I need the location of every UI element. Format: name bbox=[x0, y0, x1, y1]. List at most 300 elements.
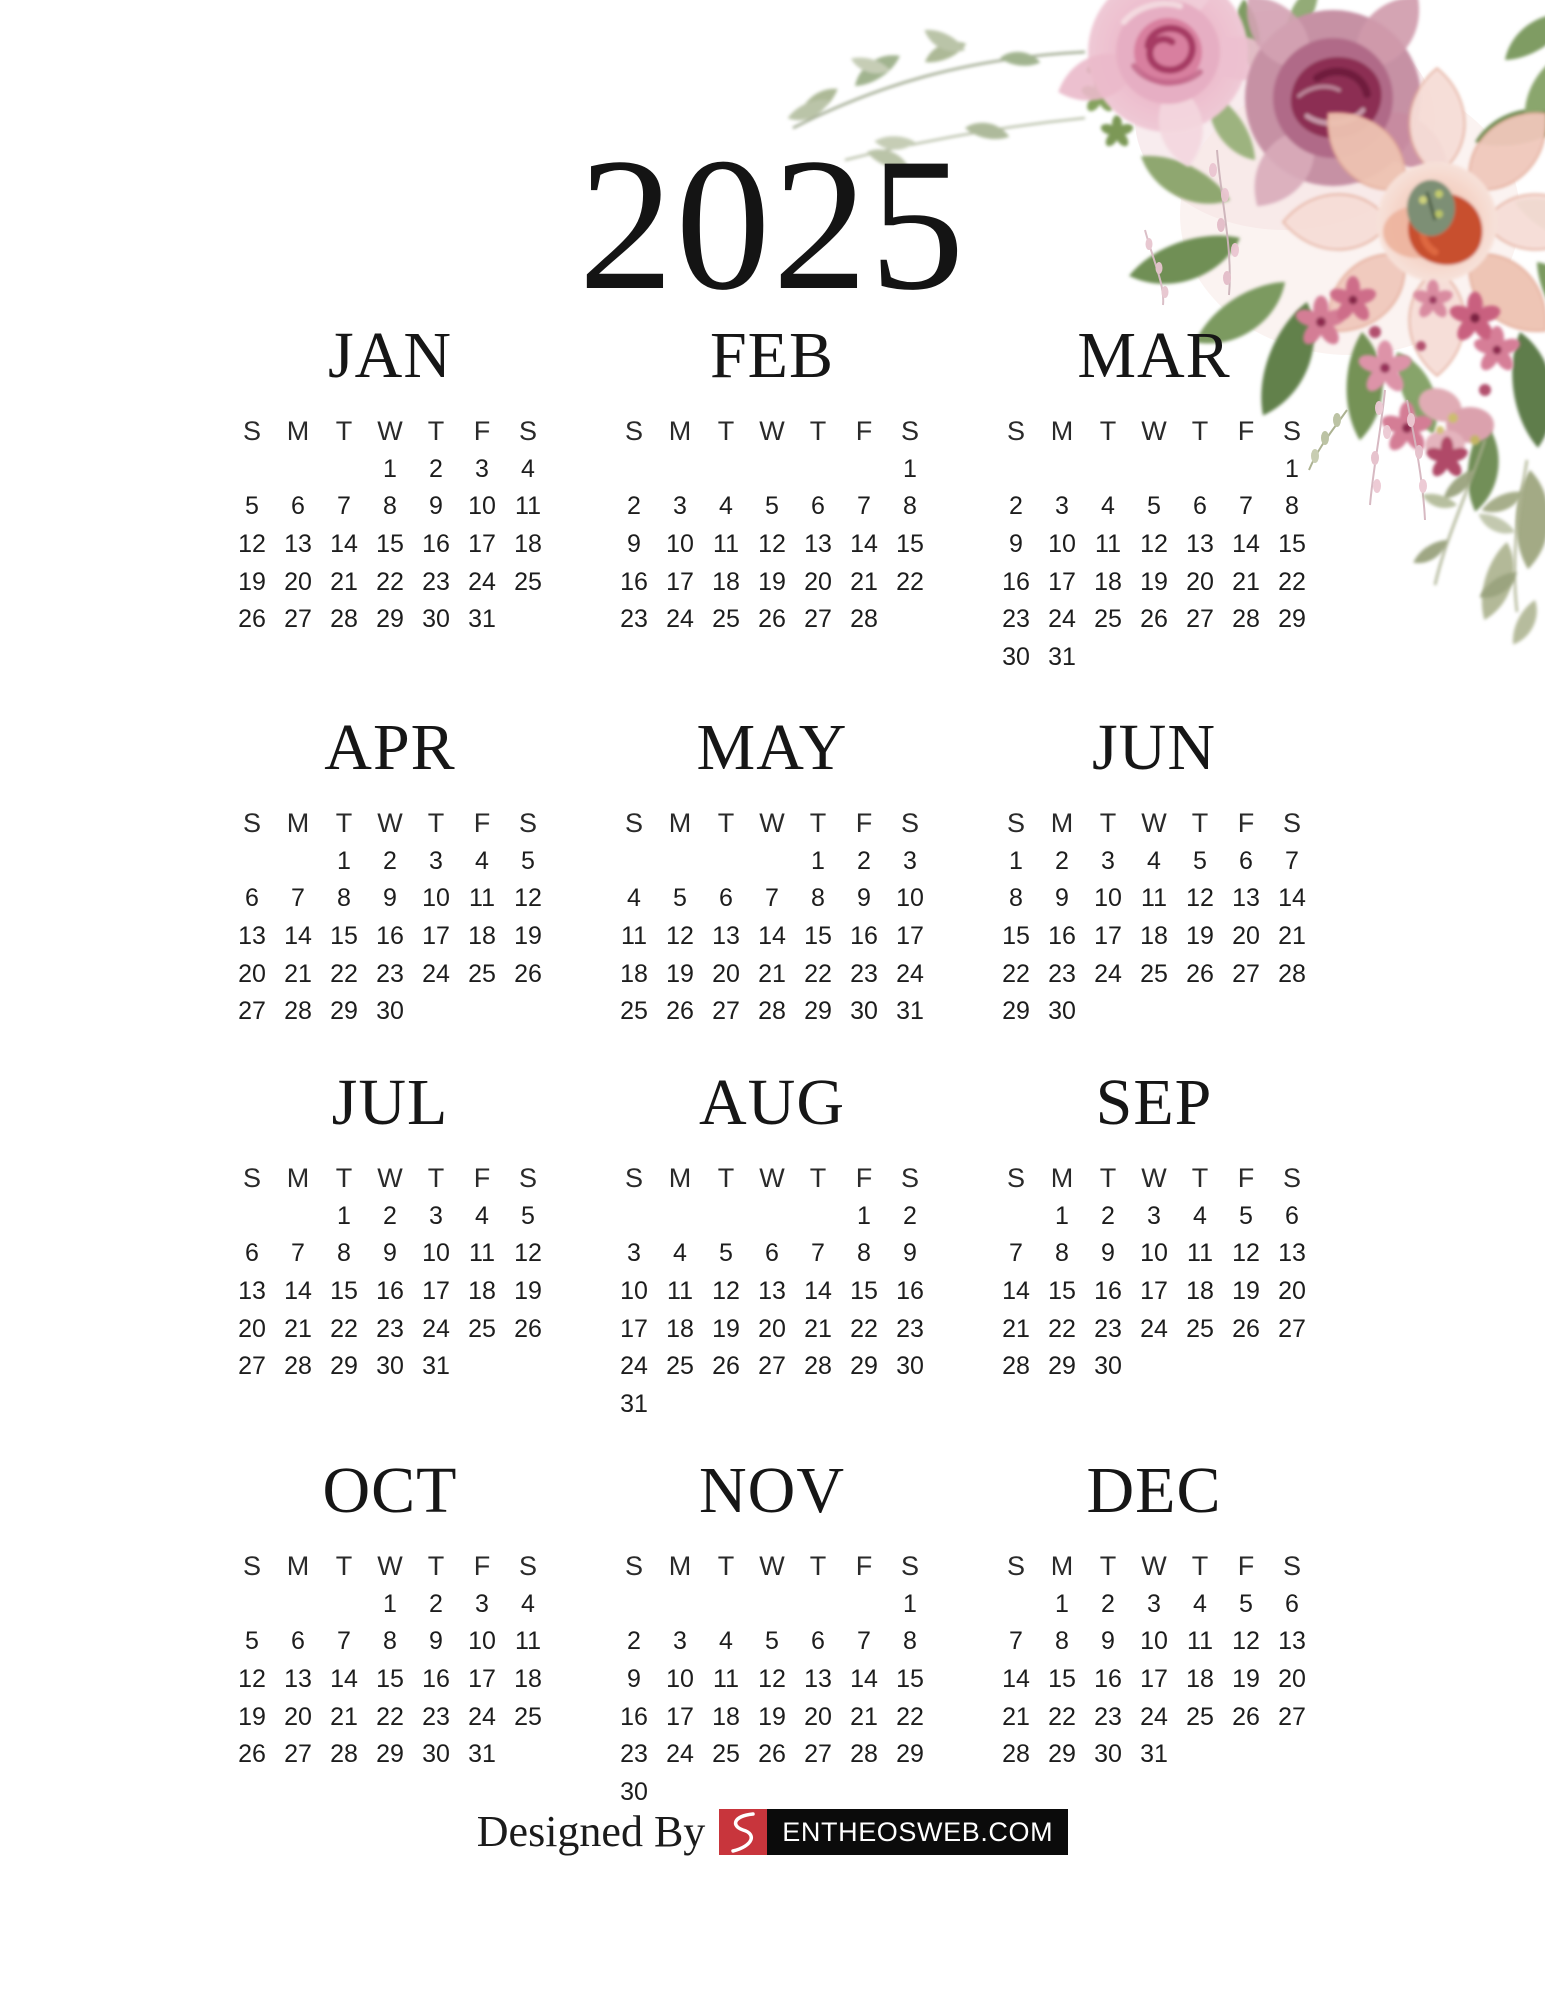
day-cell: 19 bbox=[712, 1314, 740, 1343]
weekday-header: M bbox=[286, 1163, 310, 1194]
weekday-header: S bbox=[624, 1551, 643, 1582]
month-dec bbox=[963, 1454, 1345, 1774]
day-cell: 22 bbox=[896, 567, 924, 596]
month-nov bbox=[581, 1454, 963, 1811]
weekday-header: T bbox=[427, 1163, 445, 1194]
day-cell bbox=[1223, 639, 1269, 677]
day-cell bbox=[505, 1736, 551, 1774]
day-cell bbox=[657, 1198, 703, 1236]
day-cell: 6 bbox=[291, 492, 305, 521]
day-cell: 17 bbox=[1094, 922, 1122, 951]
day-cell: 10 bbox=[1140, 1627, 1168, 1656]
day-cell: 20 bbox=[238, 959, 266, 988]
day-cell: 1 bbox=[1055, 1589, 1069, 1618]
day-cell: 22 bbox=[896, 1702, 924, 1731]
day-cell: 4 bbox=[1147, 846, 1161, 875]
day-cell: 7 bbox=[291, 884, 305, 913]
day-cell: 25 bbox=[468, 959, 496, 988]
day-cell: 13 bbox=[1186, 530, 1214, 559]
day-cell: 10 bbox=[422, 884, 450, 913]
day-cell: 7 bbox=[1239, 492, 1253, 521]
day-cell bbox=[795, 1586, 841, 1624]
day-cell: 8 bbox=[903, 492, 917, 521]
day-cell: 7 bbox=[811, 1239, 825, 1268]
day-cell: 20 bbox=[804, 567, 832, 596]
day-cell: 20 bbox=[1278, 1665, 1306, 1694]
weekday-header: M bbox=[286, 416, 310, 447]
day-cell: 23 bbox=[422, 1702, 450, 1731]
weekday-header: T bbox=[335, 1163, 353, 1194]
day-cell: 26 bbox=[514, 1314, 542, 1343]
month-oct bbox=[199, 1454, 581, 1774]
day-cell: 18 bbox=[1186, 1277, 1214, 1306]
day-cell: 16 bbox=[376, 1277, 404, 1306]
day-cell: 15 bbox=[330, 922, 358, 951]
day-cell: 14 bbox=[804, 1277, 832, 1306]
weekday-header: F bbox=[855, 1163, 873, 1194]
weekday-header: S bbox=[1282, 1163, 1301, 1194]
day-cell: 25 bbox=[1140, 959, 1168, 988]
day-cell bbox=[749, 451, 795, 489]
day-cell: 19 bbox=[1140, 567, 1168, 596]
day-cell: 26 bbox=[758, 1740, 786, 1769]
day-cell: 17 bbox=[1048, 567, 1076, 596]
day-cell: 20 bbox=[1232, 922, 1260, 951]
day-cell: 19 bbox=[1232, 1665, 1260, 1694]
day-cell: 16 bbox=[620, 1702, 648, 1731]
day-cell: 11 bbox=[1187, 1627, 1213, 1656]
month-title: AUG bbox=[699, 1066, 845, 1139]
day-cell: 4 bbox=[719, 1627, 733, 1656]
weekday-header: T bbox=[809, 1551, 827, 1582]
day-cell bbox=[229, 451, 275, 489]
day-cell: 20 bbox=[758, 1314, 786, 1343]
day-cell: 13 bbox=[284, 530, 312, 559]
day-cell: 16 bbox=[1048, 922, 1076, 951]
day-cell: 30 bbox=[896, 1352, 924, 1381]
day-cell: 8 bbox=[337, 1239, 351, 1268]
day-cell: 2 bbox=[857, 846, 871, 875]
day-cell: 14 bbox=[1278, 884, 1306, 913]
day-cell: 31 bbox=[468, 1740, 496, 1769]
day-cell: 8 bbox=[903, 1627, 917, 1656]
month-grid bbox=[229, 1160, 551, 1386]
day-cell: 30 bbox=[376, 997, 404, 1026]
day-cell: 4 bbox=[673, 1239, 687, 1268]
weekday-header: S bbox=[242, 1163, 261, 1194]
day-cell: 2 bbox=[1101, 1589, 1115, 1618]
weekday-header: F bbox=[473, 1551, 491, 1582]
day-cell: 15 bbox=[1048, 1277, 1076, 1306]
day-cell: 9 bbox=[627, 530, 641, 559]
day-cell: 22 bbox=[376, 1702, 404, 1731]
day-cell: 21 bbox=[1002, 1702, 1030, 1731]
month-title: JUN bbox=[1091, 711, 1216, 784]
day-cell: 10 bbox=[422, 1239, 450, 1268]
day-cell: 18 bbox=[1186, 1665, 1214, 1694]
month-title: MAR bbox=[1077, 319, 1231, 392]
day-cell bbox=[505, 601, 551, 639]
weekday-header: F bbox=[1237, 1551, 1255, 1582]
month-title: NOV bbox=[699, 1454, 845, 1527]
day-cell: 16 bbox=[422, 530, 450, 559]
day-cell bbox=[795, 1774, 841, 1812]
day-cell bbox=[703, 451, 749, 489]
day-cell: 23 bbox=[422, 567, 450, 596]
day-cell: 14 bbox=[1232, 530, 1260, 559]
weekday-header: T bbox=[335, 808, 353, 839]
day-cell bbox=[1269, 639, 1315, 677]
day-cell: 7 bbox=[1009, 1627, 1023, 1656]
month-grid bbox=[611, 805, 933, 1031]
day-cell: 6 bbox=[1239, 846, 1253, 875]
weekday-header: T bbox=[1099, 416, 1117, 447]
day-cell: 23 bbox=[376, 1314, 404, 1343]
weekday-header: S bbox=[242, 808, 261, 839]
day-cell: 14 bbox=[850, 530, 878, 559]
day-cell: 8 bbox=[1285, 492, 1299, 521]
weekday-header: T bbox=[427, 416, 445, 447]
month-grid bbox=[993, 1160, 1315, 1386]
weekday-header: W bbox=[377, 808, 403, 839]
weekday-header: S bbox=[518, 416, 537, 447]
day-cell: 4 bbox=[1193, 1589, 1207, 1618]
day-cell: 3 bbox=[673, 1627, 687, 1656]
day-cell: 9 bbox=[627, 1665, 641, 1694]
day-cell: 14 bbox=[284, 922, 312, 951]
weekday-header: S bbox=[242, 416, 261, 447]
weekday-header: W bbox=[377, 416, 403, 447]
month-grid bbox=[611, 413, 933, 639]
day-cell: 9 bbox=[857, 884, 871, 913]
day-cell: 3 bbox=[903, 846, 917, 875]
day-cell: 17 bbox=[666, 567, 694, 596]
day-cell: 27 bbox=[238, 1352, 266, 1381]
day-cell bbox=[1131, 1348, 1177, 1386]
day-cell bbox=[1223, 993, 1269, 1031]
weekday-header: F bbox=[1237, 1163, 1255, 1194]
day-cell: 30 bbox=[850, 997, 878, 1026]
day-cell: 4 bbox=[1101, 492, 1115, 521]
day-cell: 24 bbox=[666, 605, 694, 634]
month-feb bbox=[581, 319, 963, 639]
day-cell: 6 bbox=[1193, 492, 1207, 521]
day-cell bbox=[657, 1774, 703, 1812]
day-cell: 18 bbox=[1140, 922, 1168, 951]
day-cell: 18 bbox=[666, 1314, 694, 1343]
day-cell: 3 bbox=[429, 1201, 443, 1230]
day-cell bbox=[275, 843, 321, 881]
day-cell: 1 bbox=[857, 1201, 871, 1230]
logo-s-swoosh-icon bbox=[719, 1809, 767, 1855]
day-cell: 29 bbox=[850, 1352, 878, 1381]
day-cell: 9 bbox=[383, 1239, 397, 1268]
day-cell: 27 bbox=[1278, 1702, 1306, 1731]
month-grid bbox=[993, 805, 1315, 1031]
day-cell bbox=[993, 1586, 1039, 1624]
day-cell: 24 bbox=[1094, 959, 1122, 988]
day-cell: 10 bbox=[468, 1627, 496, 1656]
day-cell: 10 bbox=[666, 1665, 694, 1694]
day-cell: 4 bbox=[475, 846, 489, 875]
weekday-header: W bbox=[377, 1163, 403, 1194]
day-cell bbox=[841, 451, 887, 489]
weekday-header: S bbox=[1282, 1551, 1301, 1582]
day-cell: 27 bbox=[1232, 959, 1260, 988]
day-cell: 13 bbox=[1232, 884, 1260, 913]
day-cell: 3 bbox=[1147, 1201, 1161, 1230]
day-cell: 18 bbox=[514, 1665, 542, 1694]
weekday-header: W bbox=[377, 1551, 403, 1582]
day-cell bbox=[1177, 639, 1223, 677]
month-title: JUL bbox=[331, 1066, 449, 1139]
day-cell: 13 bbox=[758, 1277, 786, 1306]
day-cell: 28 bbox=[1002, 1740, 1030, 1769]
day-cell: 31 bbox=[422, 1352, 450, 1381]
day-cell: 19 bbox=[238, 1702, 266, 1731]
day-cell: 27 bbox=[238, 997, 266, 1026]
day-cell: 1 bbox=[337, 1201, 351, 1230]
day-cell: 16 bbox=[896, 1277, 924, 1306]
day-cell: 27 bbox=[758, 1352, 786, 1381]
weekday-header: F bbox=[1237, 416, 1255, 447]
day-cell bbox=[657, 843, 703, 881]
day-cell: 23 bbox=[1048, 959, 1076, 988]
weekday-header: M bbox=[286, 1551, 310, 1582]
weekday-header: W bbox=[1141, 1163, 1167, 1194]
month-jul bbox=[199, 1066, 581, 1386]
day-cell: 2 bbox=[1055, 846, 1069, 875]
day-cell: 7 bbox=[857, 1627, 871, 1656]
day-cell: 6 bbox=[719, 884, 733, 913]
day-cell: 21 bbox=[850, 567, 878, 596]
day-cell bbox=[1269, 993, 1315, 1031]
day-cell: 14 bbox=[758, 922, 786, 951]
day-cell: 26 bbox=[1186, 959, 1214, 988]
weekday-header: M bbox=[668, 808, 692, 839]
day-cell: 21 bbox=[758, 959, 786, 988]
month-grid bbox=[993, 413, 1315, 676]
month-aug bbox=[581, 1066, 963, 1423]
day-cell: 20 bbox=[804, 1702, 832, 1731]
day-cell: 3 bbox=[475, 454, 489, 483]
day-cell: 5 bbox=[719, 1239, 733, 1268]
weekday-header: T bbox=[1099, 1163, 1117, 1194]
day-cell: 20 bbox=[1186, 567, 1214, 596]
day-cell: 25 bbox=[1186, 1702, 1214, 1731]
day-cell: 23 bbox=[376, 959, 404, 988]
day-cell: 4 bbox=[1193, 1201, 1207, 1230]
day-cell: 12 bbox=[758, 530, 786, 559]
day-cell: 2 bbox=[627, 1627, 641, 1656]
day-cell: 16 bbox=[1094, 1665, 1122, 1694]
day-cell: 26 bbox=[712, 1352, 740, 1381]
day-cell: 31 bbox=[468, 605, 496, 634]
day-cell: 25 bbox=[468, 1314, 496, 1343]
day-cell: 26 bbox=[1232, 1702, 1260, 1731]
weekday-header: T bbox=[427, 808, 445, 839]
weekday-header: S bbox=[1006, 1163, 1025, 1194]
month-grid bbox=[611, 1548, 933, 1811]
weekday-header: T bbox=[809, 808, 827, 839]
day-cell: 6 bbox=[245, 1239, 259, 1268]
day-cell: 23 bbox=[850, 959, 878, 988]
day-cell: 6 bbox=[291, 1627, 305, 1656]
day-cell: 23 bbox=[1094, 1702, 1122, 1731]
day-cell: 29 bbox=[330, 1352, 358, 1381]
day-cell bbox=[611, 1198, 657, 1236]
day-cell: 27 bbox=[712, 997, 740, 1026]
weekday-header: T bbox=[809, 416, 827, 447]
month-jun bbox=[963, 711, 1345, 1031]
day-cell bbox=[887, 1386, 933, 1424]
day-cell: 11 bbox=[1141, 884, 1167, 913]
day-cell: 30 bbox=[1094, 1352, 1122, 1381]
day-cell: 24 bbox=[468, 1702, 496, 1731]
day-cell: 31 bbox=[1140, 1740, 1168, 1769]
weekday-header: W bbox=[759, 1163, 785, 1194]
weekday-header: W bbox=[759, 808, 785, 839]
day-cell: 14 bbox=[850, 1665, 878, 1694]
day-cell: 22 bbox=[330, 959, 358, 988]
weekday-header: M bbox=[668, 1551, 692, 1582]
weekday-header: S bbox=[1006, 808, 1025, 839]
day-cell: 8 bbox=[1055, 1239, 1069, 1268]
month-apr bbox=[199, 711, 581, 1031]
month-title: SEP bbox=[1095, 1066, 1213, 1139]
day-cell: 29 bbox=[376, 605, 404, 634]
day-cell: 26 bbox=[238, 605, 266, 634]
weekday-header: M bbox=[668, 1163, 692, 1194]
weekday-header: S bbox=[1282, 808, 1301, 839]
day-cell: 1 bbox=[1055, 1201, 1069, 1230]
day-cell: 1 bbox=[1285, 454, 1299, 483]
day-cell: 8 bbox=[811, 884, 825, 913]
day-cell: 5 bbox=[1239, 1201, 1253, 1230]
day-cell: 4 bbox=[521, 454, 535, 483]
day-cell: 15 bbox=[1002, 922, 1030, 951]
day-cell: 20 bbox=[1278, 1277, 1306, 1306]
day-cell: 10 bbox=[620, 1277, 648, 1306]
day-cell: 18 bbox=[1094, 567, 1122, 596]
day-cell: 12 bbox=[238, 1665, 266, 1694]
day-cell: 25 bbox=[666, 1352, 694, 1381]
day-cell: 17 bbox=[422, 1277, 450, 1306]
day-cell bbox=[505, 993, 551, 1031]
day-cell bbox=[321, 1586, 367, 1624]
weekday-header: F bbox=[855, 808, 873, 839]
day-cell: 11 bbox=[621, 922, 647, 951]
day-cell: 18 bbox=[712, 567, 740, 596]
weekday-header: F bbox=[473, 808, 491, 839]
day-cell: 29 bbox=[330, 997, 358, 1026]
day-cell: 27 bbox=[804, 1740, 832, 1769]
day-cell: 15 bbox=[850, 1277, 878, 1306]
day-cell: 13 bbox=[1278, 1627, 1306, 1656]
weekday-header: T bbox=[1099, 808, 1117, 839]
day-cell: 1 bbox=[811, 846, 825, 875]
day-cell bbox=[993, 451, 1039, 489]
day-cell: 20 bbox=[284, 567, 312, 596]
day-cell: 6 bbox=[811, 1627, 825, 1656]
day-cell bbox=[1177, 1348, 1223, 1386]
day-cell: 26 bbox=[238, 1740, 266, 1769]
day-cell: 22 bbox=[850, 1314, 878, 1343]
day-cell: 31 bbox=[896, 997, 924, 1026]
day-cell: 5 bbox=[673, 884, 687, 913]
day-cell: 28 bbox=[284, 1352, 312, 1381]
day-cell: 29 bbox=[1048, 1352, 1076, 1381]
day-cell: 5 bbox=[245, 1627, 259, 1656]
day-cell: 16 bbox=[1002, 567, 1030, 596]
day-cell bbox=[1131, 451, 1177, 489]
day-cell: 11 bbox=[667, 1277, 693, 1306]
day-cell: 21 bbox=[284, 1314, 312, 1343]
day-cell: 23 bbox=[1094, 1314, 1122, 1343]
day-cell: 2 bbox=[903, 1201, 917, 1230]
day-cell: 12 bbox=[666, 922, 694, 951]
day-cell: 6 bbox=[765, 1239, 779, 1268]
day-cell bbox=[1131, 639, 1177, 677]
weekday-header: T bbox=[717, 1551, 735, 1582]
day-cell: 25 bbox=[1094, 605, 1122, 634]
day-cell: 21 bbox=[330, 1702, 358, 1731]
day-cell: 19 bbox=[758, 1702, 786, 1731]
day-cell: 11 bbox=[469, 884, 495, 913]
day-cell: 7 bbox=[291, 1239, 305, 1268]
day-cell bbox=[749, 843, 795, 881]
day-cell: 30 bbox=[1002, 642, 1030, 671]
day-cell: 16 bbox=[1094, 1277, 1122, 1306]
day-cell: 28 bbox=[850, 605, 878, 634]
day-cell: 11 bbox=[713, 530, 739, 559]
weekday-header: F bbox=[855, 1551, 873, 1582]
day-cell: 26 bbox=[666, 997, 694, 1026]
day-cell: 12 bbox=[514, 884, 542, 913]
weekday-header: T bbox=[1191, 416, 1209, 447]
year-title: 2025 bbox=[578, 120, 967, 330]
day-cell: 2 bbox=[1101, 1201, 1115, 1230]
day-cell: 14 bbox=[330, 1665, 358, 1694]
day-cell bbox=[749, 1774, 795, 1812]
day-cell: 13 bbox=[1278, 1239, 1306, 1268]
day-cell bbox=[703, 1198, 749, 1236]
day-cell: 24 bbox=[666, 1740, 694, 1769]
day-cell: 22 bbox=[376, 567, 404, 596]
day-cell: 8 bbox=[857, 1239, 871, 1268]
day-cell: 2 bbox=[383, 846, 397, 875]
day-cell: 30 bbox=[620, 1777, 648, 1806]
day-cell: 3 bbox=[475, 1589, 489, 1618]
day-cell bbox=[1131, 993, 1177, 1031]
day-cell: 2 bbox=[429, 1589, 443, 1618]
day-cell: 1 bbox=[383, 454, 397, 483]
day-cell: 3 bbox=[673, 492, 687, 521]
day-cell: 29 bbox=[376, 1740, 404, 1769]
day-cell: 3 bbox=[1147, 1589, 1161, 1618]
month-grid bbox=[229, 1548, 551, 1774]
day-cell: 8 bbox=[1055, 1627, 1069, 1656]
day-cell: 18 bbox=[468, 1277, 496, 1306]
day-cell: 25 bbox=[712, 605, 740, 634]
day-cell bbox=[887, 601, 933, 639]
day-cell: 12 bbox=[514, 1239, 542, 1268]
day-cell: 21 bbox=[1278, 922, 1306, 951]
day-cell: 28 bbox=[284, 997, 312, 1026]
day-cell: 21 bbox=[804, 1314, 832, 1343]
day-cell: 15 bbox=[804, 922, 832, 951]
day-cell bbox=[841, 1386, 887, 1424]
